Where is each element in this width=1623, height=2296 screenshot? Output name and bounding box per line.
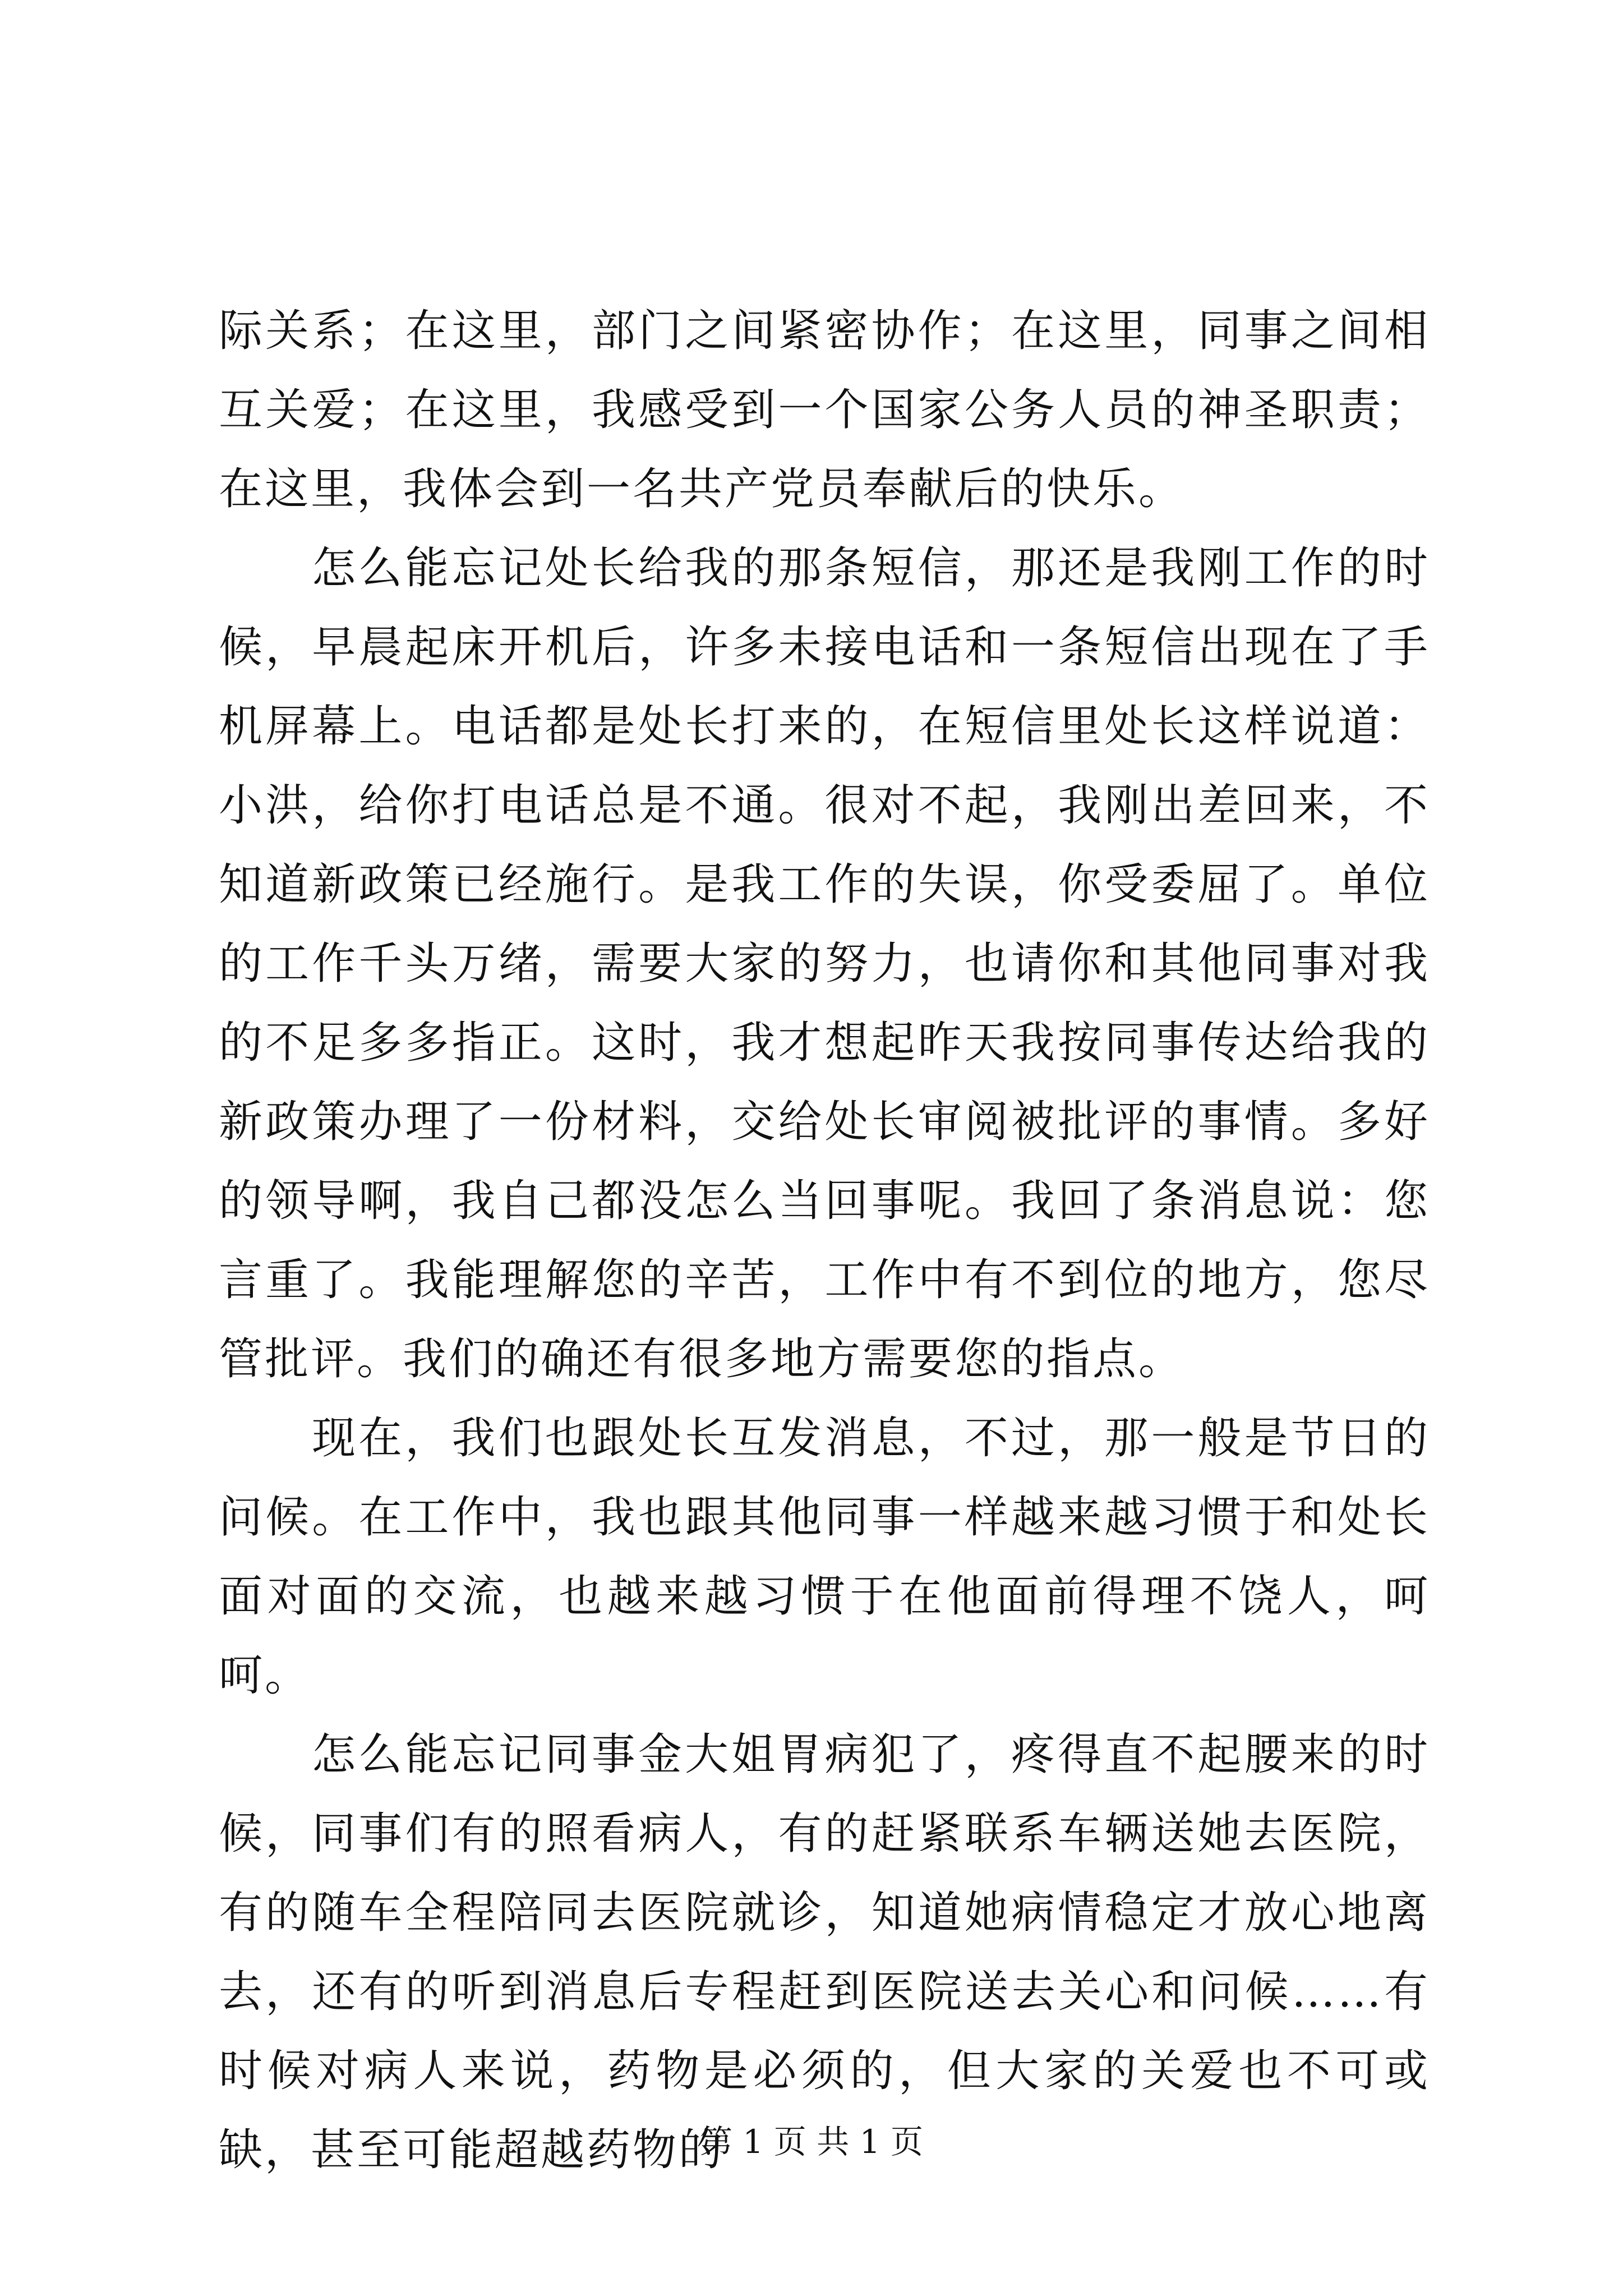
- paragraph-3: 现在，我们也跟处长互发消息，不过，那一般是节日的问候。在工作中，我也跟其他同事一样越来越习惯于和处长面对面的交流，也越来越习惯于在他面前得理不饶人，呵呵。: [219, 1413, 1430, 1701]
- paragraph-4: 怎么能忘记同事金大姐胃病犯了，疼得直不起腰来的时候，同事们有的照看病人，有的赶紧联系车辆送她去医院，有的随车全程陪同去医院就诊，知道她病情稳定才放心地离去，还有的听到消息后专程赶到医院送去关心和问候……有时候对病人来说，药物是必须的，但大家的关爱也不可或缺，甚至可能超越药物的: [219, 1729, 1430, 2175]
- page-number-footer: 第 1 页 共 1 页: [700, 2123, 923, 2161]
- paragraph-2: 怎么能忘记处长给我的那条短信，那还是我刚工作的时候，早晨起床开机后，许多未接电话和一条短信出现在了手机屏幕上。电话都是处长打来的，在短信里处长这样说道：小洪，给你打电话总是不通。很对不起，我刚出差回来，不知道新政策已经施行。是我工作的失误，你受委屈了。单位的工作千头万绪，需要大家的努力，也请你和其他同事对我的不足多多指正。这时，我才想起昨天我按同事传达给我的新政策办理了一份材料，交给处长审阅被批评的事情。多好的领导啊，我自己都没怎么当回事呢。我回了条消息说：您言重了。我能理解您的辛苦，工作中有不到位的地方，您尽管批评。我们的确还有很多地方需要您的指点。: [219, 543, 1430, 1384]
- paragraph-1: 际关系；在这里，部门之间紧密协作；在这里，同事之间相互关爱；在这里，我感受到一个国家公务人员的神圣职责；在这里，我体会到一名共产党员奉献后的快乐。: [219, 306, 1430, 514]
- document-body: [219, 292, 1430, 2190]
